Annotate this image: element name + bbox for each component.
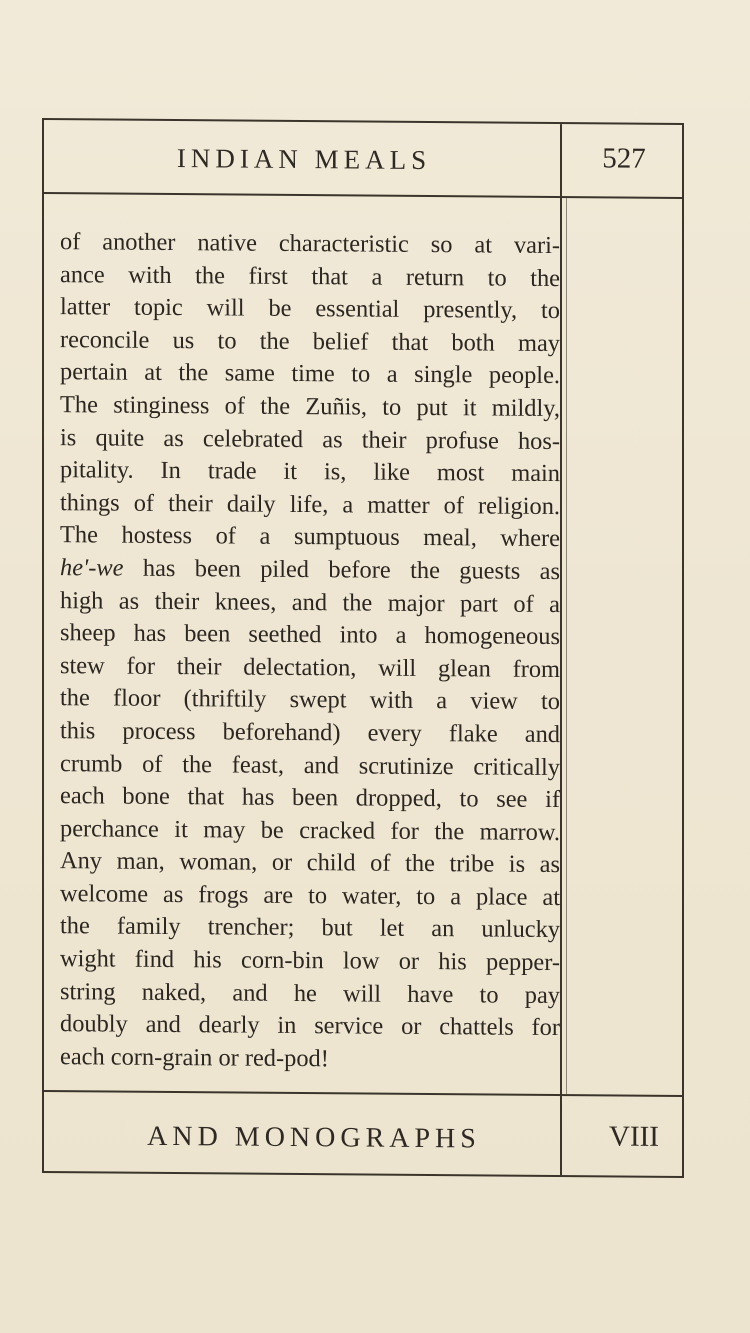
- text-line: Any man, woman, or child of the tribe is as: [60, 847, 560, 879]
- text-line: doubly and dearly in service or chattels for: [60, 1010, 560, 1042]
- text-line: each corn-grain or red-pod!: [60, 1042, 329, 1073]
- text-line: is quite as celebrated as their profuse hos-: [60, 423, 560, 455]
- text-line: string naked, and he will have to pay: [60, 977, 560, 1009]
- text-line: high as their knees, and the major part of a: [60, 586, 560, 618]
- text-line: things of their daily life, a matter of religion.: [60, 488, 560, 520]
- text-line: pertain at the same time to a single people.: [60, 358, 560, 390]
- text-line: the family trencher; but let an unlucky: [60, 912, 560, 944]
- text-line: this process beforehand) every flake and: [60, 717, 560, 748]
- text-line: latter topic will be essential presently, to: [60, 293, 560, 325]
- text-line-rest: has been piled before the guests as: [142, 554, 560, 586]
- footer-series-title: AND MONOGRAPHS: [147, 1120, 481, 1155]
- text-line: each bone that has been dropped, to see if: [60, 782, 560, 814]
- body-text: [60, 226, 560, 1077]
- text-line: The hostess of a sumptuous meal, where: [60, 521, 560, 553]
- footer-volume-number: VIII: [609, 1120, 659, 1153]
- text-line: welcome as frogs are to water, to a place at: [60, 880, 560, 911]
- running-head: INDIAN MEALS: [176, 143, 432, 176]
- page-frame: [42, 118, 684, 1178]
- header-rule: [44, 192, 682, 199]
- text-line: pitality. In trade it is, like most main: [60, 456, 560, 488]
- text-line: The stinginess of the Zuñis, to put it mildly,: [60, 391, 560, 423]
- text-line: the floor (thriftily swept with a view to: [60, 684, 560, 716]
- text-line: perchance it may be cracked for the marrow.: [60, 814, 560, 846]
- text-line: stew for their delectation, will glean from: [60, 651, 560, 683]
- text-line: ance with the first that a return to the: [60, 260, 560, 292]
- column-divider-inner: [566, 198, 567, 1094]
- text-line: crumb of the feast, and scrutinize critically: [60, 749, 560, 781]
- footer-rule: [44, 1090, 682, 1097]
- text-line: reconcile us to the belief that both may: [60, 325, 560, 357]
- text-line: wight find his corn-bin low or his pepper-: [60, 945, 560, 977]
- text-line: sheep has been seethed into a homogeneous: [60, 619, 560, 651]
- text-line: of another native characteristic so at vari-: [60, 228, 560, 260]
- page-number: 527: [602, 142, 646, 175]
- text-line-with-italic: [60, 552, 560, 589]
- italic-term: he'-we: [60, 554, 124, 582]
- column-divider: [560, 124, 562, 1175]
